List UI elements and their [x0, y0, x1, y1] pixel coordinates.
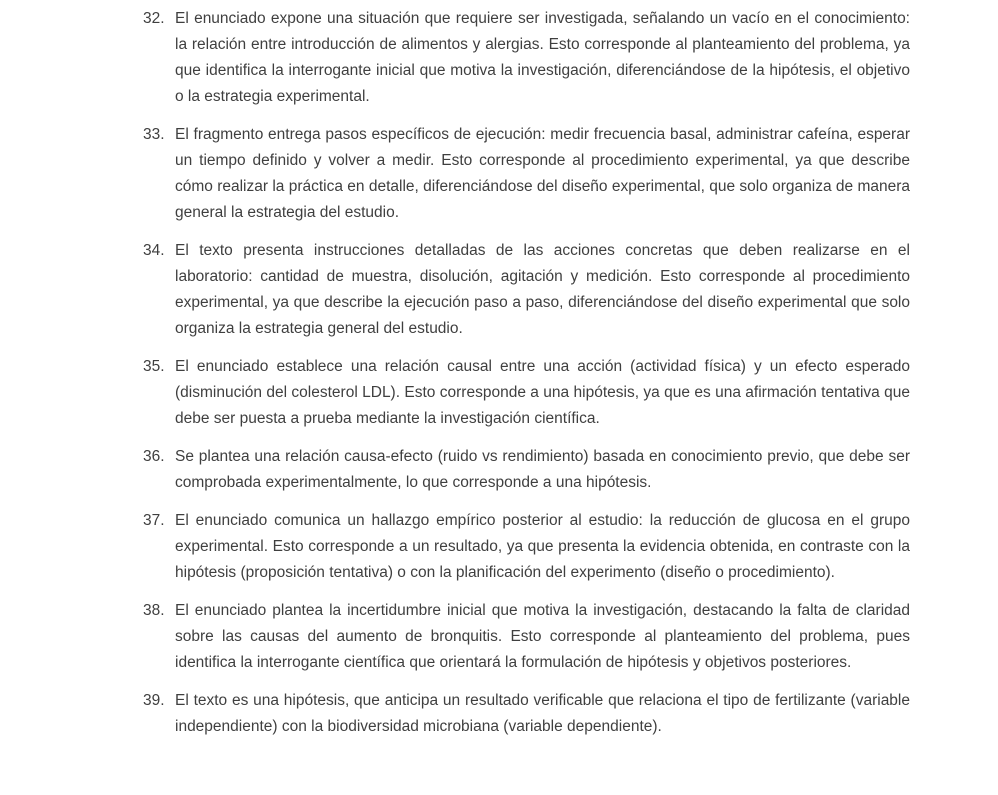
item-number: 32. [143, 10, 165, 27]
item-text: Se plantea una relación causa-efecto (ruido vs rendimiento) basada en conocimiento previo, que debe ser comprobada experimentalmente, lo que corresponde a una hipótesis. [175, 448, 910, 491]
document-page [143, 6, 910, 740]
item-number: 38. [143, 602, 165, 619]
item-number: 34. [143, 242, 165, 259]
item-number: 33. [143, 126, 165, 143]
list-item [143, 688, 910, 740]
list-item [143, 122, 910, 226]
numbered-list [143, 6, 910, 740]
list-item [143, 354, 910, 432]
item-number: 39. [143, 692, 165, 709]
list-item [143, 508, 910, 586]
item-number: 37. [143, 512, 165, 529]
list-item [143, 444, 910, 496]
list-item [143, 598, 910, 676]
item-number: 35. [143, 358, 165, 375]
item-text: El fragmento entrega pasos específicos de ejecución: medir frecuencia basal, administrar cafeína, esperar un tiempo definido y volver a medir. Esto corresponde al procedimiento experimental, ya que describe cómo realizar la práctica en detalle, diferenciándose del diseño experimental, que solo organiza de manera general la estrategia del estudio. [175, 126, 910, 221]
item-text: El enunciado plantea la incertidumbre inicial que motiva la investigación, destacando la falta de claridad sobre las causas del aumento de bronquitis. Esto corresponde al planteamiento del problema, pues identifica la interrogante científica que orientará la formulación de hipótesis y objetivos posteriores. [175, 602, 910, 671]
item-text: El texto presenta instrucciones detalladas de las acciones concretas que deben realizarse en el laboratorio: cantidad de muestra, disolución, agitación y medición. Esto corresponde al procedimiento experimental, ya que describe la ejecución paso a paso, diferenciándose del diseño experimental que solo organiza la estrategia general del estudio. [175, 242, 910, 337]
item-number: 36. [143, 448, 165, 465]
item-text: El texto es una hipótesis, que anticipa un resultado verificable que relaciona el tipo de fertilizante (variable independiente) con la biodiversidad microbiana (variable dependiente). [175, 692, 910, 735]
list-item [143, 238, 910, 342]
item-text: El enunciado comunica un hallazgo empírico posterior al estudio: la reducción de glucosa en el grupo experimental. Esto corresponde a un resultado, ya que presenta la evidencia obtenida, en contraste con la hipótesis (proposición tentativa) o con la planificación del experimento (diseño o procedimiento). [175, 512, 910, 581]
item-text: El enunciado expone una situación que requiere ser investigada, señalando un vacío en el conocimiento: la relación entre introducción de alimentos y alergias. Esto corresponde al planteamiento del problema, ya que identifica la interrogante inicial que motiva la investigación, diferenciándose de la hipótesis, el objetivo o la estrategia experimental. [175, 10, 910, 105]
list-item [143, 6, 910, 110]
item-text: El enunciado establece una relación causal entre una acción (actividad física) y un efecto esperado (disminución del colesterol LDL). Esto corresponde a una hipótesis, ya que es una afirmación tentativa que debe ser puesta a prueba mediante la investigación científica. [175, 358, 910, 427]
